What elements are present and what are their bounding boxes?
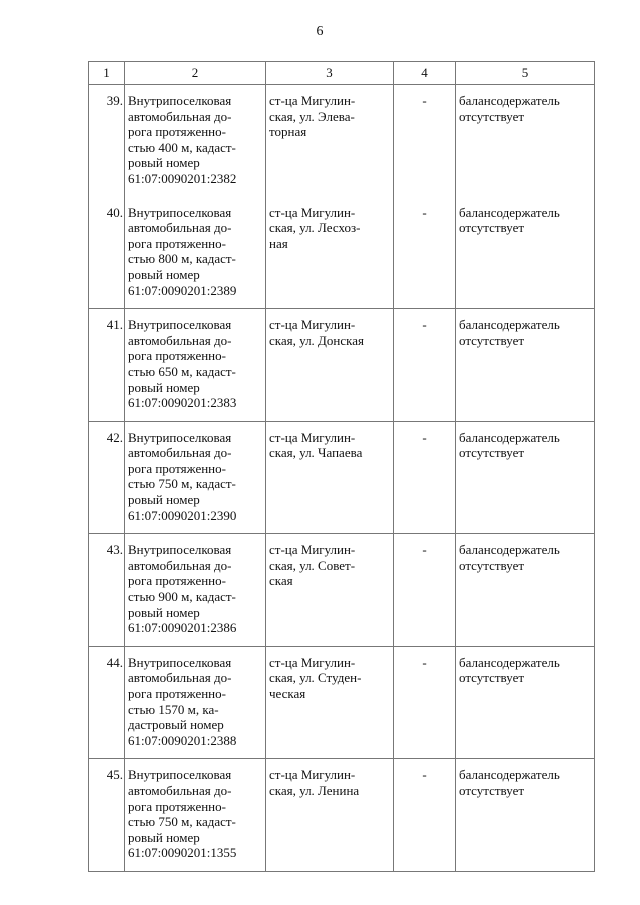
column-header: 1 bbox=[89, 62, 125, 85]
road-description-line: дастровый номер bbox=[128, 717, 224, 733]
road-description-line: 61:07:0090201:1355 bbox=[128, 845, 237, 861]
road-description-line: Внутрипоселковая bbox=[128, 767, 232, 783]
row-number: 42. bbox=[106, 429, 123, 445]
address-line: ческая bbox=[269, 686, 306, 701]
row-number: 39. bbox=[106, 93, 123, 108]
address-line: ская, ул. Чапаева bbox=[269, 445, 363, 461]
address-line: ская, ул. Совет- bbox=[269, 557, 356, 573]
road-description-line: ровый номер bbox=[128, 604, 200, 620]
balance-holder-cell bbox=[456, 85, 595, 197]
address-line: ст-ца Мигулин- bbox=[269, 767, 356, 783]
column-4-value: - bbox=[422, 542, 427, 558]
row-number: 40. bbox=[106, 204, 123, 220]
balance-holder-cell bbox=[456, 421, 595, 534]
road-description-line: автомобильная до- bbox=[128, 108, 232, 124]
road-description-line: стью 750 м, кадаст- bbox=[128, 476, 236, 492]
road-description-cell bbox=[125, 85, 266, 197]
road-description-line: 61:07:0090201:2382 bbox=[128, 170, 237, 186]
column-header: 4 bbox=[394, 62, 456, 85]
address-cell bbox=[266, 85, 394, 197]
row-number-cell bbox=[89, 421, 125, 534]
road-description-line: Внутрипоселковая bbox=[128, 93, 232, 108]
road-description-line: стью 400 м, кадаст- bbox=[128, 139, 236, 155]
address-line: ская bbox=[269, 573, 293, 589]
address-line: ская, ул. Донская bbox=[269, 332, 365, 348]
road-description-line: автомобильная до- bbox=[128, 445, 232, 461]
balance-holder-line: отсутствует bbox=[459, 220, 525, 236]
road-description-line: автомобильная до- bbox=[128, 220, 232, 236]
row-number: 43. bbox=[106, 542, 123, 558]
address-line: ская, ул. Ленина bbox=[269, 782, 360, 798]
address-line: торная bbox=[269, 124, 307, 140]
road-description-line: рога протяженно- bbox=[128, 348, 226, 364]
balance-holder-line: отсутствует bbox=[459, 108, 525, 124]
road-description-cell bbox=[125, 759, 266, 872]
balance-holder-line: балансодержатель bbox=[459, 93, 560, 108]
road-description-line: 61:07:0090201:2390 bbox=[128, 507, 237, 523]
column-4-value: - bbox=[422, 317, 427, 333]
column-header: 3 bbox=[266, 62, 394, 85]
table-body bbox=[89, 85, 595, 872]
road-description-line: Внутрипоселковая bbox=[128, 542, 232, 558]
row-number-cell bbox=[89, 197, 125, 309]
road-description-line: ровый номер bbox=[128, 379, 200, 395]
balance-holder-cell bbox=[456, 197, 595, 309]
balance-holder-line: отсутствует bbox=[459, 670, 525, 686]
road-description-cell bbox=[125, 534, 266, 647]
road-description-line: рога протяженно- bbox=[128, 686, 226, 701]
road-description-line: ровый номер bbox=[128, 155, 200, 171]
column-4-cell bbox=[394, 85, 456, 197]
road-description-cell bbox=[125, 421, 266, 534]
address-line: ст-ца Мигулин- bbox=[269, 93, 356, 108]
row-number-cell bbox=[89, 309, 125, 422]
balance-holder-line: балансодержатель bbox=[459, 317, 560, 333]
road-registry-table bbox=[88, 61, 595, 872]
road-description-line: ровый номер bbox=[128, 492, 200, 508]
road-description-line: рога протяженно- bbox=[128, 573, 226, 589]
column-4-cell bbox=[394, 197, 456, 309]
row-number: 41. bbox=[106, 317, 123, 333]
address-line: ская, ул. Элева- bbox=[269, 108, 355, 124]
balance-holder-cell bbox=[456, 759, 595, 872]
column-4-value: - bbox=[422, 204, 427, 220]
balance-holder-line: балансодержатель bbox=[459, 767, 560, 783]
address-line: ная bbox=[269, 235, 288, 251]
table-row bbox=[89, 534, 595, 647]
balance-holder-line: отсутствует bbox=[459, 782, 525, 798]
road-description-line: 61:07:0090201:2388 bbox=[128, 732, 237, 748]
column-4-cell bbox=[394, 646, 456, 759]
table-row bbox=[89, 646, 595, 759]
balance-holder-line: балансодержатель bbox=[459, 654, 560, 670]
balance-holder-line: балансодержатель bbox=[459, 542, 560, 558]
column-4-cell bbox=[394, 309, 456, 422]
road-description-line: автомобильная до- bbox=[128, 557, 232, 573]
road-description-line: стью 650 м, кадаст- bbox=[128, 363, 236, 379]
row-number: 44. bbox=[106, 654, 123, 670]
address-cell bbox=[266, 534, 394, 647]
table-row bbox=[89, 85, 595, 197]
road-description-cell bbox=[125, 309, 266, 422]
road-description-line: стью 800 м, кадаст- bbox=[128, 251, 236, 267]
road-description-line: рога протяженно- bbox=[128, 460, 226, 476]
page-number: 6 bbox=[316, 24, 324, 39]
address-cell bbox=[266, 421, 394, 534]
road-description-line: ровый номер bbox=[128, 829, 200, 845]
column-4-cell bbox=[394, 534, 456, 647]
table-header-row bbox=[89, 62, 595, 85]
address-cell bbox=[266, 197, 394, 309]
balance-holder-line: балансодержатель bbox=[459, 429, 560, 445]
balance-holder-cell bbox=[456, 534, 595, 647]
road-description-line: Внутрипоселковая bbox=[128, 654, 232, 670]
road-description-line: автомобильная до- bbox=[128, 670, 232, 686]
balance-holder-line: отсутствует bbox=[459, 557, 525, 573]
row-number: 45. bbox=[106, 767, 123, 783]
address-cell bbox=[266, 309, 394, 422]
row-number-cell bbox=[89, 646, 125, 759]
road-description-line: стью 750 м, кадаст- bbox=[128, 814, 236, 830]
address-line: ская, ул. Студен- bbox=[269, 670, 362, 686]
table-row bbox=[89, 309, 595, 422]
column-4-value: - bbox=[422, 429, 427, 445]
road-description-cell bbox=[125, 646, 266, 759]
road-description-line: стью 900 м, кадаст- bbox=[128, 589, 236, 605]
road-description-line: 61:07:0090201:2383 bbox=[128, 395, 237, 411]
road-description-line: 61:07:0090201:2386 bbox=[128, 620, 237, 636]
column-4-value: - bbox=[422, 654, 427, 670]
road-description-line: рога протяженно- bbox=[128, 798, 226, 814]
address-line: ст-ца Мигулин- bbox=[269, 654, 356, 670]
balance-holder-line: отсутствует bbox=[459, 445, 525, 461]
road-description-line: рога протяженно- bbox=[128, 235, 226, 251]
road-description-line: рога протяженно- bbox=[128, 124, 226, 140]
column-4-value: - bbox=[422, 767, 427, 783]
road-description-line: Внутрипоселковая bbox=[128, 317, 232, 333]
road-description-line: ровый номер bbox=[128, 266, 200, 282]
road-description-line: Внутрипоселковая bbox=[128, 204, 232, 220]
address-line: ская, ул. Лесхоз- bbox=[269, 220, 361, 236]
road-description-line: Внутрипоселковая bbox=[128, 429, 232, 445]
road-description-cell bbox=[125, 197, 266, 309]
road-description-line: 61:07:0090201:2389 bbox=[128, 282, 237, 298]
column-header: 5 bbox=[456, 62, 595, 85]
address-line: ст-ца Мигулин- bbox=[269, 317, 356, 333]
balance-holder-line: отсутствует bbox=[459, 332, 525, 348]
road-description-line: автомобильная до- bbox=[128, 332, 232, 348]
column-4-cell bbox=[394, 421, 456, 534]
column-header: 2 bbox=[125, 62, 266, 85]
address-cell bbox=[266, 759, 394, 872]
address-line: ст-ца Мигулин- bbox=[269, 204, 356, 220]
table-row bbox=[89, 759, 595, 872]
table-row bbox=[89, 197, 595, 309]
column-4-cell bbox=[394, 759, 456, 872]
row-number-cell bbox=[89, 534, 125, 647]
road-description-line: автомобильная до- bbox=[128, 782, 232, 798]
road-description-line: стью 1570 м, ка- bbox=[128, 701, 219, 717]
balance-holder-cell bbox=[456, 309, 595, 422]
balance-holder-cell bbox=[456, 646, 595, 759]
address-line: ст-ца Мигулин- bbox=[269, 429, 356, 445]
row-number-cell bbox=[89, 759, 125, 872]
address-cell bbox=[266, 646, 394, 759]
balance-holder-line: балансодержатель bbox=[459, 204, 560, 220]
address-line: ст-ца Мигулин- bbox=[269, 542, 356, 558]
column-4-value: - bbox=[422, 93, 427, 108]
row-number-cell bbox=[89, 85, 125, 197]
table-row bbox=[89, 421, 595, 534]
